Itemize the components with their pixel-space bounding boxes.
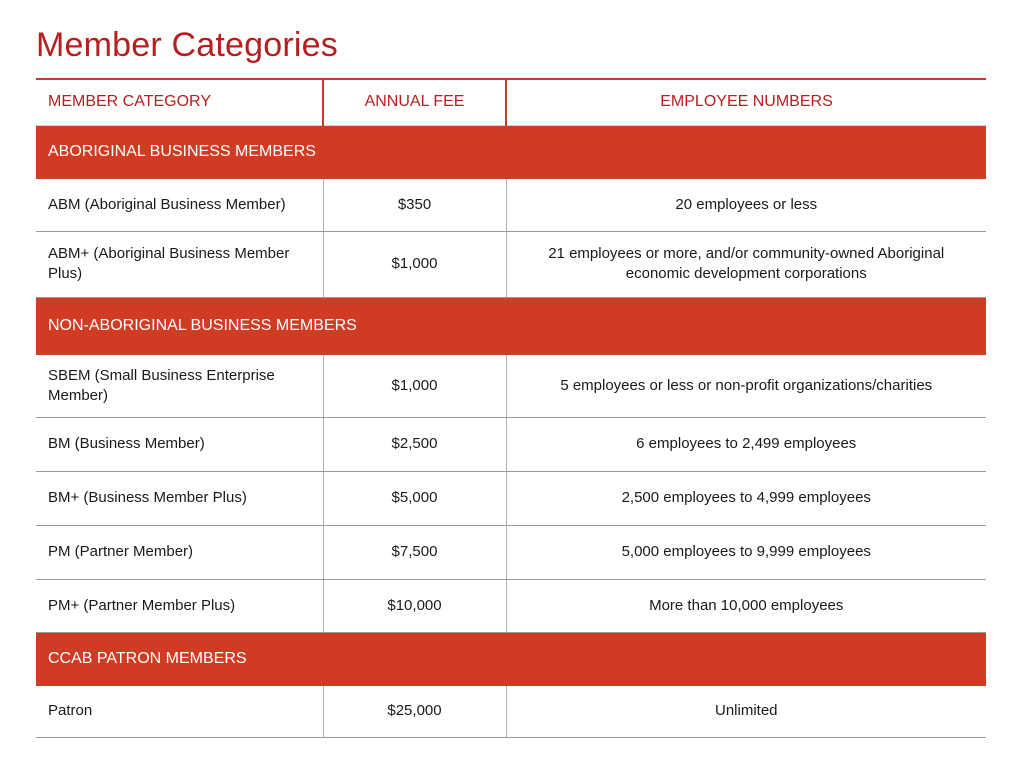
cell-fee: $1,000 [323,355,506,417]
member-categories-table [36,78,986,738]
cell-employees: 20 employees or less [506,179,986,231]
cell-employees: Unlimited [506,686,986,737]
cell-category: BM+ (Business Member Plus) [36,471,323,525]
cell-fee: $25,000 [323,686,506,737]
section-row-aboriginal [36,125,986,179]
table-row [36,686,986,737]
table-row [36,417,986,471]
table-row [36,525,986,579]
cell-fee: $2,500 [323,417,506,471]
cell-employees: 5,000 employees to 9,999 employees [506,525,986,579]
cell-category: SBEM (Small Business Enterprise Member) [36,355,323,417]
table-row [36,355,986,417]
cell-category: ABM+ (Aboriginal Business Member Plus) [36,231,323,297]
cell-category: BM (Business Member) [36,417,323,471]
header-member-category: MEMBER CATEGORY [36,79,323,125]
header-annual-fee: ANNUAL FEE [323,79,506,125]
cell-category: Patron [36,686,323,737]
section-label: ABORIGINAL BUSINESS MEMBERS [36,125,986,179]
table-row [36,579,986,632]
cell-category: PM+ (Partner Member Plus) [36,579,323,632]
cell-category: PM (Partner Member) [36,525,323,579]
cell-employees: More than 10,000 employees [506,579,986,632]
cell-employees: 21 employees or more, and/or community-owned Aboriginal economic development corporations [506,231,986,297]
table-row [36,471,986,525]
table-row [36,179,986,231]
cell-fee: $350 [323,179,506,231]
cell-category: ABM (Aboriginal Business Member) [36,179,323,231]
section-label: CCAB PATRON MEMBERS [36,632,986,686]
cell-employees: 5 employees or less or non-profit organizations/charities [506,355,986,417]
section-row-non-aboriginal [36,297,986,355]
header-employee-numbers: EMPLOYEE NUMBERS [506,79,986,125]
cell-fee: $5,000 [323,471,506,525]
section-row-patron [36,632,986,686]
section-label: NON-ABORIGINAL BUSINESS MEMBERS [36,297,986,355]
page-title: Member Categories [36,26,338,64]
cell-fee: $10,000 [323,579,506,632]
cell-employees: 2,500 employees to 4,999 employees [506,471,986,525]
cell-employees: 6 employees to 2,499 employees [506,417,986,471]
table-row [36,231,986,297]
cell-fee: $1,000 [323,231,506,297]
table-header-row [36,79,986,125]
cell-fee: $7,500 [323,525,506,579]
